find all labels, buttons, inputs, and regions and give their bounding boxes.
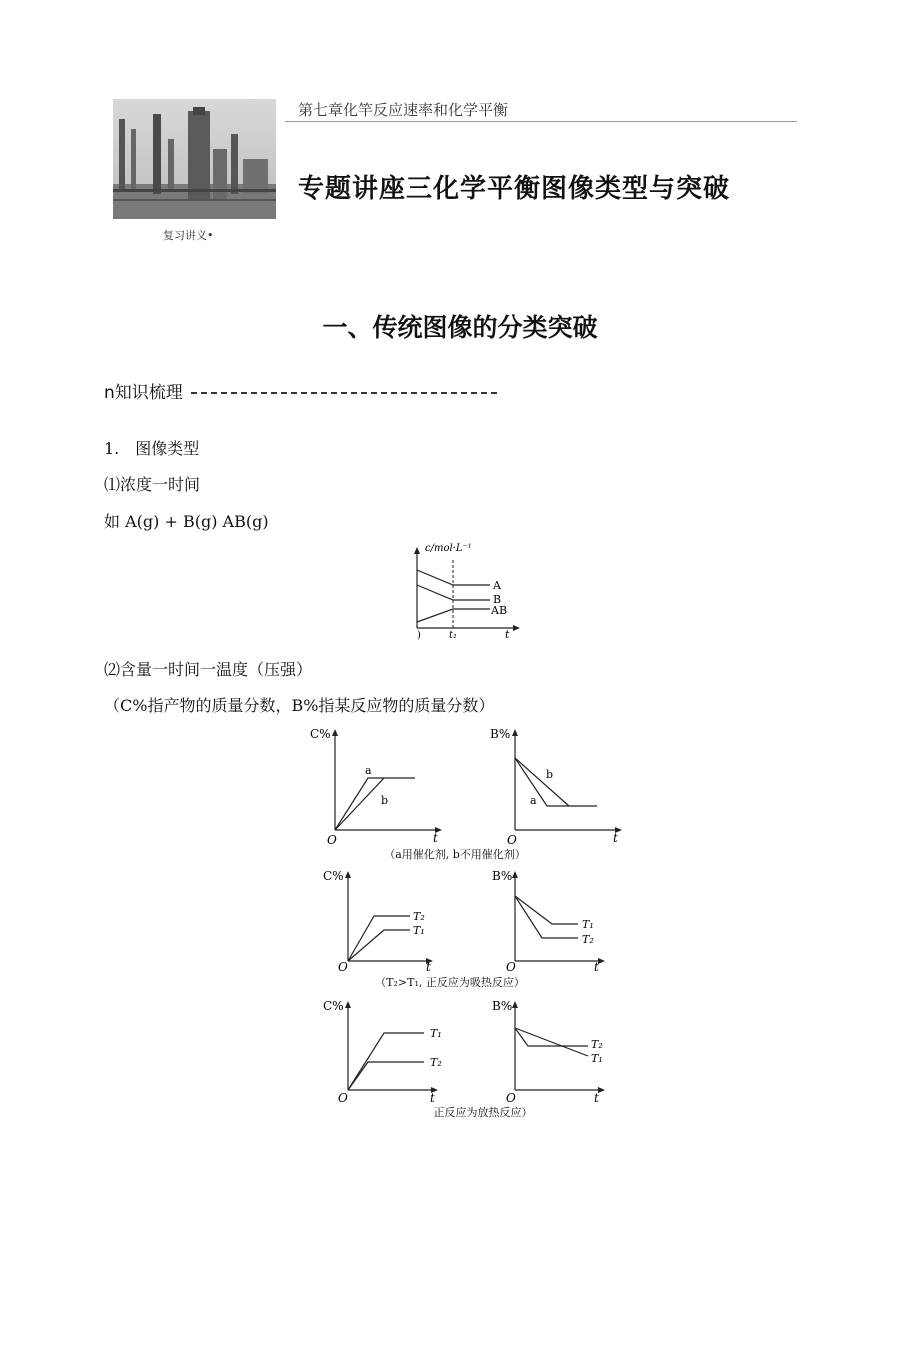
r1-left-a: a [365,764,372,777]
r3-right-t1: T₁ [591,1052,603,1065]
sub-concentration-time: ⑴浓度一时间 [104,475,201,494]
catalyst-b-chart [485,724,625,849]
r1-right-b: b [546,768,554,781]
r3-left-t2: T₂ [430,1056,442,1069]
r3-left-xlabel: t [430,1091,435,1105]
r1-left-b: b [381,794,389,807]
r3-right-t2: T₂ [591,1038,603,1051]
r2-left-t1: T₁ [413,924,425,937]
industrial-photo [113,99,276,219]
photo-caption: 复习讲义• [163,229,214,242]
r2-left-origin: O [338,960,348,974]
r1-left-xlabel: t [433,831,438,845]
r2-left-ylabel: C% [323,869,344,883]
r2-left-xlabel: t [426,960,431,974]
chapter-title: 第七章化竿反应速率和化学平衡 [298,101,509,119]
temp-endo-b-chart [490,866,615,976]
fig1-ylabel: c/mol·L⁻¹ [425,543,472,554]
note-definitions: （C%指产物的质量分数，B%指某反应物的质量分数） [104,696,495,715]
catalyst-c-chart [305,724,445,849]
concentration-time-chart [405,540,525,642]
r2-right-origin: O [506,960,516,974]
r1-right-ylabel: B% [490,727,511,741]
knowledge-label: n知识梳理 [104,383,183,403]
r1-right-xlabel: t [613,831,618,845]
r1-left-ylabel: C% [310,727,331,741]
r2-right-ylabel: B% [492,869,513,883]
r3-right-origin: O [506,1091,516,1105]
r2-right-t2: T₂ [582,933,594,946]
page-title: 专题讲座三化学平衡图像类型与突破 [298,174,731,204]
r3-left-origin: O [338,1091,348,1105]
row2-caption: （T₂>T₁, 正反应为吸热反应） [375,976,525,989]
r1-right-origin: O [507,833,517,847]
r2-left-t2: T₂ [413,910,425,923]
temp-endo-c-chart [318,866,438,976]
fig1-t1: t₁ [449,630,458,641]
header-divider [285,121,797,122]
r3-left-t1: T₁ [430,1027,442,1040]
fig1-label-ab: AB [491,604,508,617]
temp-exo-b-chart [490,996,615,1106]
row3-caption: 正反应为放热反应） [433,1106,533,1119]
item-image-types: 1. 图像类型 [104,439,200,458]
r1-left-origin: O [327,833,337,847]
r3-right-ylabel: B% [492,999,513,1013]
example-reaction: 如 A(g) + B(g) AB(g) [104,512,269,531]
r2-right-t1: T₁ [582,918,594,931]
r1-right-a: a [530,794,537,807]
row1-caption: （a用催化剂, b不用催化剂） [384,848,526,861]
knowledge-heading [104,378,497,403]
r3-right-xlabel: t [594,1091,599,1105]
dashed-divider [191,392,497,394]
fig1-xlabel: t [505,628,510,641]
fig1-label-b: B [493,593,502,606]
section-title: 一、传统图像的分类突破 [322,313,598,342]
r3-left-ylabel: C% [323,999,344,1013]
sub-content-time-temp: ⑵含量一时间一温度（压强） [104,660,313,679]
r2-right-xlabel: t [594,960,599,974]
fig1-origin: ) [417,630,421,641]
fig1-label-a: A [493,579,501,592]
temp-exo-c-chart [318,996,448,1106]
